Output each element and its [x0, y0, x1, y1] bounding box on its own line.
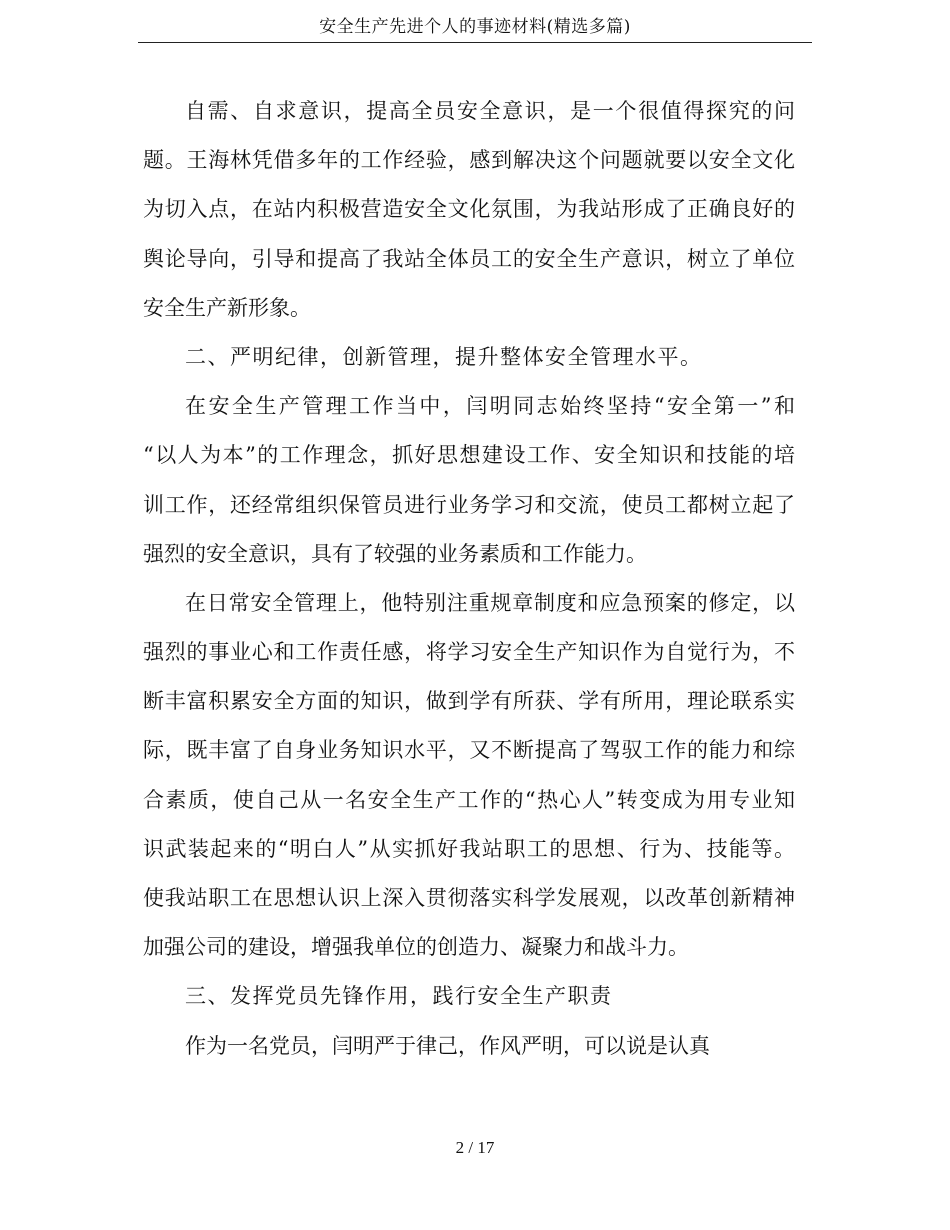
text-line: 自需、自求意识，提高全员安全意识，是一个很值得探究的问	[185, 99, 795, 123]
text-line: 二、严明纪律，创新管理，提升整体安全管理水平。	[185, 344, 703, 369]
section-heading	[143, 972, 795, 1021]
paragraph	[143, 1022, 795, 1071]
document-title: 安全生产先进个人的事迹材料(精选多篇)	[319, 17, 631, 37]
text-line: 舆论导向，引导和提高了我站全体员工的安全生产意识，树立了单位	[143, 246, 795, 271]
paragraph	[143, 382, 795, 579]
page-header	[138, 14, 812, 43]
text-line: 在安全生产管理工作当中，闫明同志始终坚持“安全第一”和	[185, 394, 795, 419]
text-line: 使我站职工在思想认识上深入贯彻落实科学发展观，以改革创新精神	[143, 886, 795, 910]
paragraph	[143, 579, 795, 973]
text-line: 强烈的安全意识，具有了较强的业务素质和工作能力。	[143, 541, 647, 566]
text-line: 三、发挥党员先锋作用，践行安全生产职责	[185, 984, 613, 1009]
text-line: 合素质，使自己从一名安全生产工作的“热心人”转变成为用专业知	[143, 787, 795, 812]
text-line: 断丰富积累安全方面的知识，做到学有所获、学有所用，理论联系实	[143, 689, 795, 714]
text-line: 强烈的事业心和工作责任感，将学习安全生产知识作为自觉行为，不	[143, 640, 795, 665]
text-line: 识武装起来的“明白人”从实抓好我站职工的思想、行为、技能等。	[143, 836, 795, 861]
text-line: 作为一名党员，闫明严于律己，作风严明，可以说是认真	[185, 1033, 710, 1058]
text-line: 际，既丰富了自身业务知识水平，又不断提高了驾驭工作的能力和综	[143, 738, 795, 763]
text-line: “以人为本”的工作理念，抓好思想建设工作、安全知识和技能的培	[143, 443, 795, 468]
page-number: 2 / 17	[455, 1138, 495, 1157]
text-line: 安全生产新形象。	[143, 295, 311, 320]
paragraph	[143, 87, 795, 333]
text-line: 训工作，还经常组织保管员进行业务学习和交流，使员工都树立起了	[143, 492, 795, 517]
document-body	[143, 87, 795, 1071]
section-heading	[143, 333, 795, 382]
text-line: 为切入点，在站内积极营造安全文化氛围，为我站形成了正确良好的	[143, 197, 795, 222]
text-line: 加强公司的建设，增强我单位的创造力、凝聚力和战斗力。	[143, 935, 689, 960]
page-footer	[0, 1138, 950, 1158]
text-line: 在日常安全管理上，他特别注重规章制度和应急预案的修定，以	[185, 590, 795, 615]
text-line: 题。王海林凭借多年的工作经验，感到解决这个问题就要以安全文化	[143, 148, 795, 173]
